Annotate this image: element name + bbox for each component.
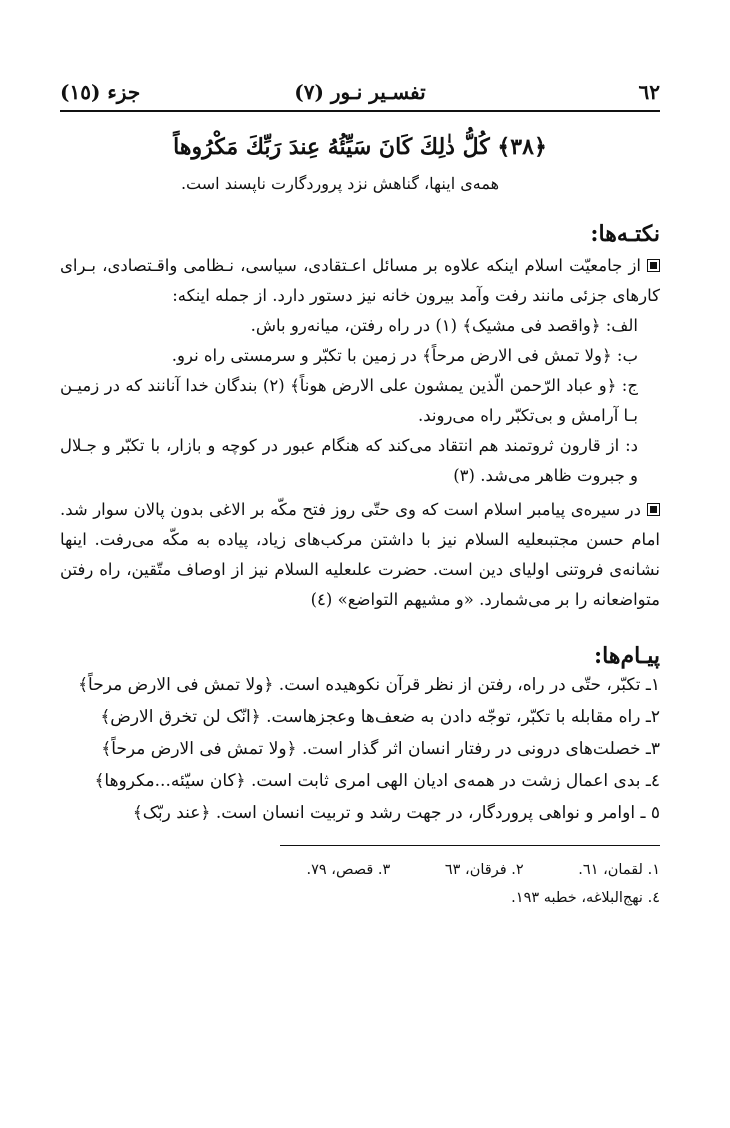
- point-1: [60, 251, 660, 311]
- point-2: [60, 495, 660, 615]
- footnote-4: ٤. نهج‌البلاغه، خطبه ١٩٣.: [511, 890, 660, 906]
- juz-label: جزء (١٥): [60, 80, 141, 104]
- messages-title: پيـام‌ها:: [594, 643, 660, 669]
- footnote-2: ٢. فرقان، ٦٣: [444, 862, 524, 878]
- page-number: ٦٢: [638, 80, 660, 104]
- quran-verse: ﴿٣٨﴾ كُلُّ ذٰلِكَ كَانَ سَيِّئُهُ عِندَ رَبِّكَ مَكْرُوهاً: [173, 134, 547, 160]
- message-5: ٥ ـ اوامر و نواهى پروردگار، در جهت رشد و تربيت انسان است. ﴿عند ربّک﴾: [132, 803, 660, 823]
- point-1-b: ب: ﴿ولا تمش فى الارض مرحاً﴾ در زمين با تكبّر و سرمستى راه نرو.: [171, 346, 638, 365]
- footnote-divider: [280, 845, 660, 846]
- message-3: ٣ـ خصلت‌هاى درونى در رفتار انسان اثر گذار است. ﴿ولا تمش فى الارض مرحاً﴾: [101, 739, 660, 759]
- page: [60, 80, 660, 912]
- point-1-c: ج: ﴿و عباد الرّحمن الّذين يمشون على الارض هوناً﴾ (٢) بندگان خدا آنانند كه در زميـن بـا آرامش و بى‌تكبّر راه مى‌روند.: [60, 376, 638, 425]
- point-2-text: در سيره‌ى پيامبر اسلام است كه وى حتّى روز فتح مكّه بر الاغى بدون پالان سوار شد. امام حسن مجتبىعليه السلام نيز با داشتن مركب‌هاى زياد، پياده به مكّه مى‌رفت. اينها نشانه‌ى فروتنى اولياى دين است. حضرت علىعليه السلام نيز از اوصاف متّقين، راه رفتن متواضعانه را بر مى‌شمارد. «و مشيهم التواضع» (٤): [60, 500, 660, 609]
- book-title: تفسـير نـور (٧): [294, 80, 426, 104]
- footnote-1: ١. لقمان، ٦١.: [578, 862, 660, 878]
- points-title: نكتـه‌ها:: [590, 221, 660, 247]
- message-1: ١ـ تكبّر، حتّى در راه، رفتن از نظر قرآن نكوهيده است. ﴿ولا تمش فى الارض مرحاً﴾: [78, 675, 660, 695]
- page-header: [60, 80, 660, 112]
- verse-translation: همه‌ى اينها، گناهش نزد پروردگارت ناپسند است.: [180, 174, 500, 193]
- footnotes: [60, 856, 660, 912]
- point-1-text: از جامعيّت اسلام اينكه علاوه بر مسائل اعـتقادى، سياسى، نـظامى واقـتصادى، بـراى كارهاى جزئى مانند رفت وآمد بيرون خانه نيز دستور دارد. از جمله اينكه:: [60, 256, 660, 305]
- point-1-a: الف: ﴿واقصد فى مشيک﴾ (١) در راه رفتن، ميانه‌رو باش.: [250, 316, 638, 335]
- message-4: ٤ـ بدى اعمال زشت در همه‌ى اديان الهى امرى ثابت است. ﴿كان سيّئه...مكروها﴾: [94, 771, 660, 791]
- footnote-3: ٣. قصص، ٧٩.: [306, 862, 391, 878]
- message-2: ٢ـ راه مقابله با تكبّر، توجّه دادن به ضعف‌ها وعجزهاست. ﴿انّک لن تخرق الارض﴾: [100, 707, 660, 727]
- point-1-d: د: از قارون ثروتمند هم انتقاد مى‌كند كه هنگام عبور در كوچه و بازار، با تكبّر و جـلال و جبروت ظاهر مى‌شد. (٣): [60, 436, 638, 485]
- bullet-icon: [647, 503, 660, 516]
- bullet-icon: [647, 259, 660, 272]
